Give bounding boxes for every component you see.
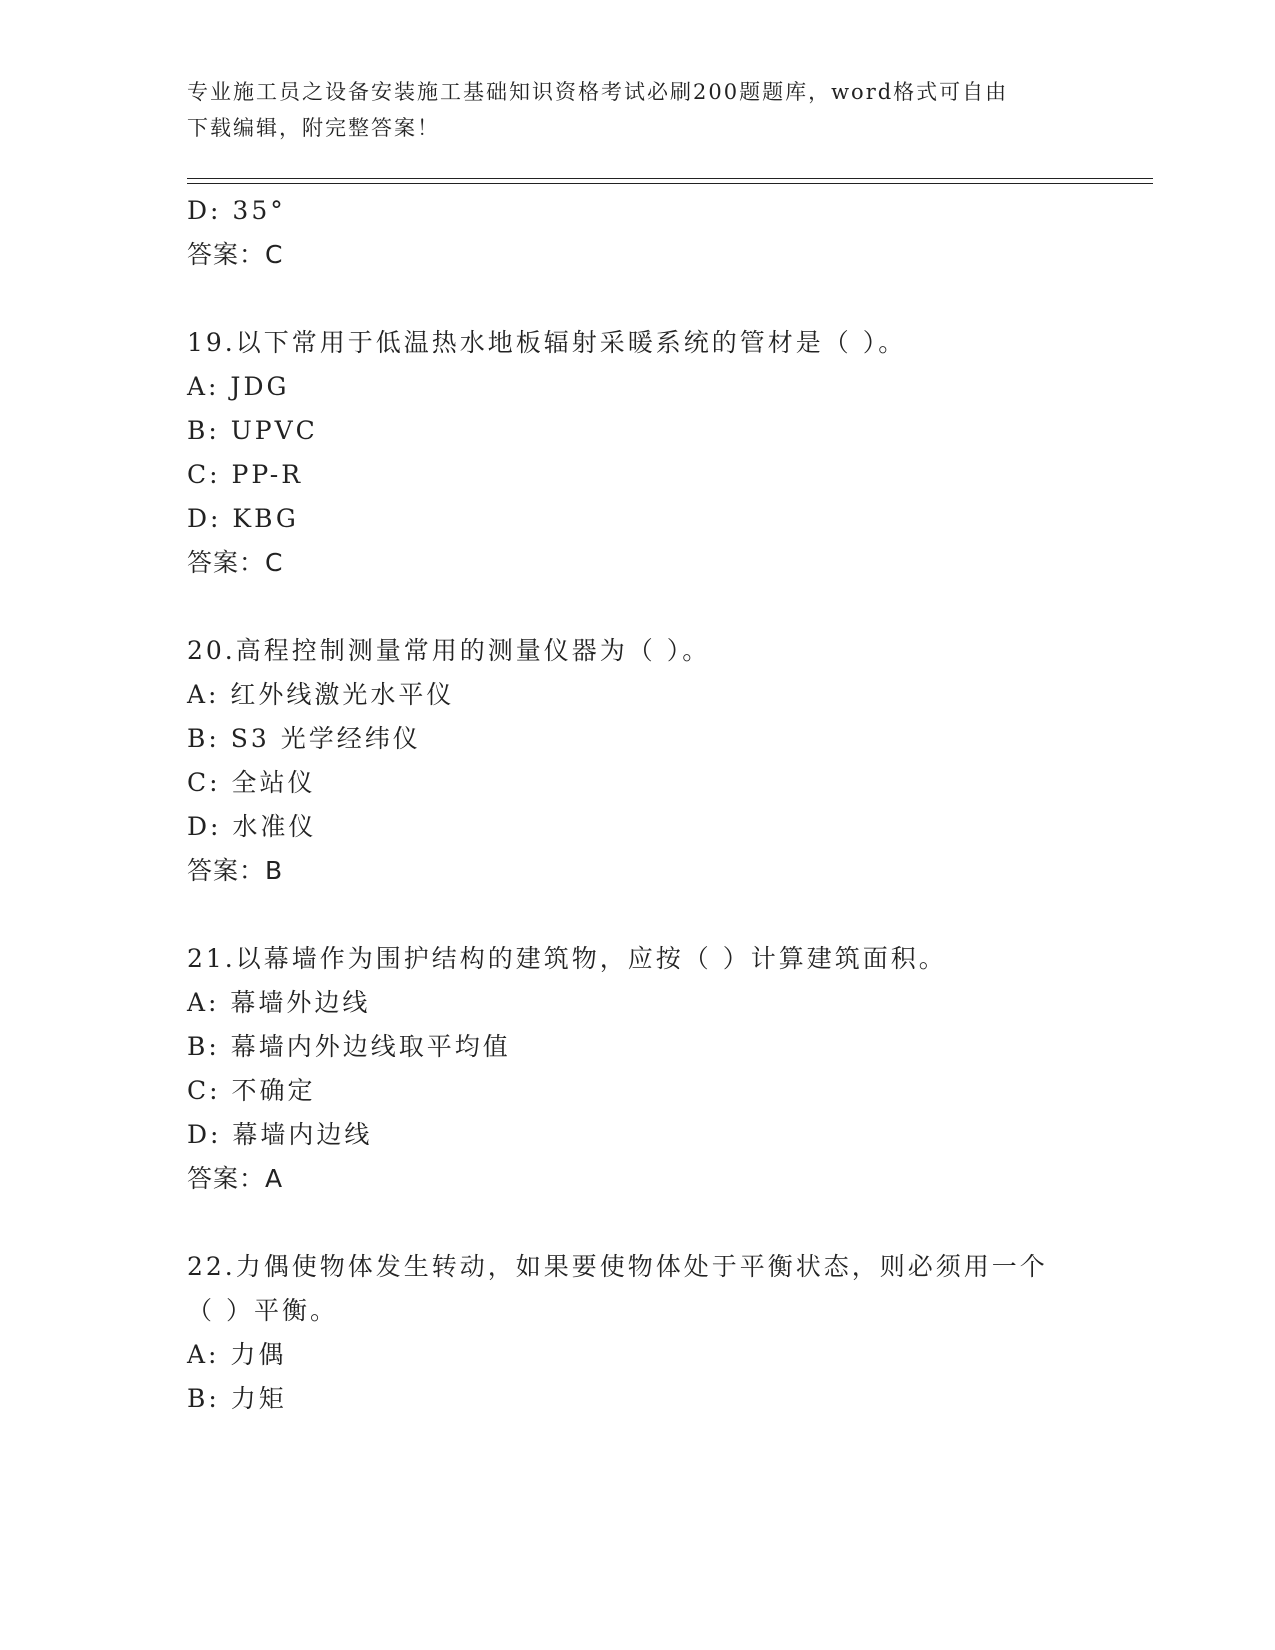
- q22-option-b: B: 力矩: [187, 1384, 287, 1413]
- q20-answer: 答案：B: [187, 856, 284, 885]
- q19-option-b: B: UPVC: [187, 416, 318, 445]
- prev-option-d: D: 35°: [187, 196, 286, 225]
- q19-option-c: C: PP-R: [187, 460, 304, 489]
- q19-answer: 答案：C: [187, 548, 284, 577]
- q21-option-c: C: 不确定: [187, 1076, 316, 1105]
- q19-option-a: A: JDG: [187, 372, 290, 401]
- q21-option-b: B: 幕墙内外边线取平均值: [187, 1032, 511, 1061]
- q21-option-a: A: 幕墙外边线: [187, 988, 371, 1017]
- q21-answer: 答案：A: [187, 1164, 284, 1193]
- q21-question: 21.以幕墙作为围护结构的建筑物，应按（ ）计算建筑面积。: [187, 944, 947, 973]
- q22-question-line-2: （ ）平衡。: [187, 1296, 338, 1325]
- q20-option-a: A: 红外线激光水平仪: [187, 680, 455, 709]
- q21-option-d: D: 幕墙内边线: [187, 1120, 373, 1149]
- q19-question: 19.以下常用于低温热水地板辐射采暖系统的管材是（ ）。: [187, 328, 907, 357]
- prev-answer: 答案：C: [187, 240, 284, 269]
- document-header: [187, 74, 1087, 146]
- header-divider-bottom: [187, 183, 1153, 184]
- header-divider-top: [187, 178, 1153, 179]
- q20-option-b: B: S3 光学经纬仪: [187, 724, 421, 753]
- q20-question: 20.高程控制测量常用的测量仪器为（ ）。: [187, 636, 711, 665]
- header-title-line-1: 专业施工员之设备安装施工基础知识资格考试必刷200题题库，word格式可自由: [187, 80, 1009, 104]
- header-title-line-2: 下载编辑，附完整答案！: [187, 116, 440, 140]
- q22-option-a: A: 力偶: [187, 1340, 287, 1369]
- q22-question-line-1: 22.力偶使物体发生转动，如果要使物体处于平衡状态，则必须用一个: [187, 1252, 1048, 1281]
- q20-option-c: C: 全站仪: [187, 768, 316, 797]
- q19-option-d: D: KBG: [187, 504, 299, 533]
- q20-option-d: D: 水准仪: [187, 812, 317, 841]
